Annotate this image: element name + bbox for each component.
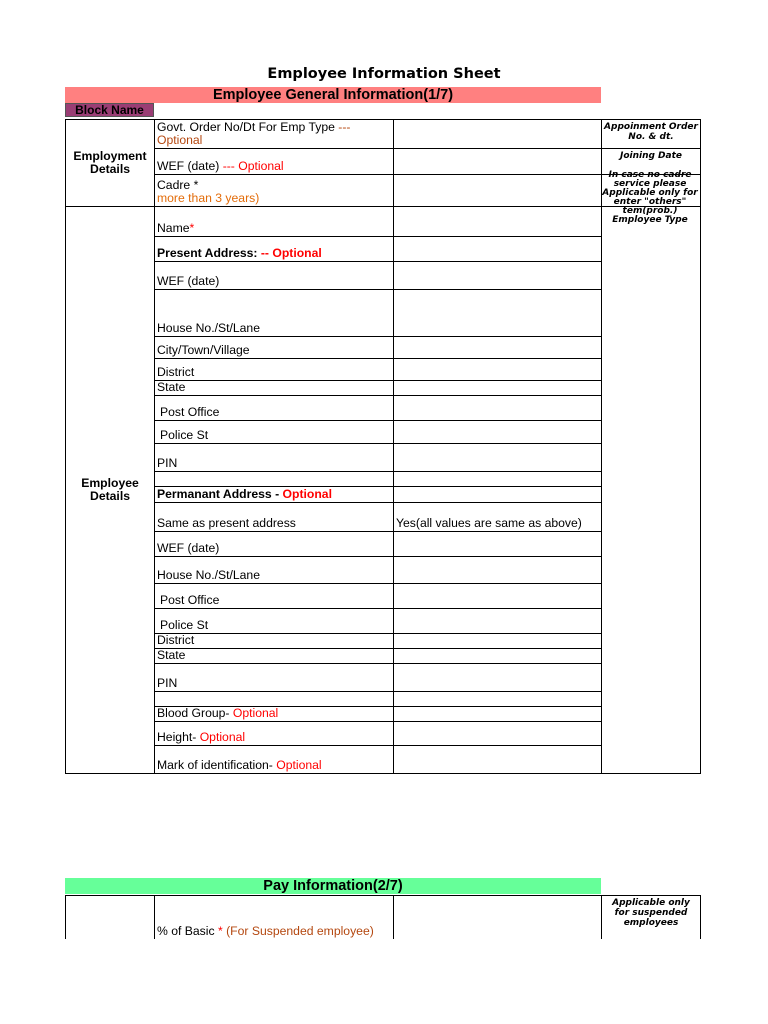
- height-field[interactable]: [394, 722, 602, 746]
- wef-date-field[interactable]: [394, 262, 602, 290]
- pay-table-clip: [65, 895, 701, 939]
- cadre-label: Cadre * more than 3 years): [155, 175, 394, 207]
- pay-section-label: [66, 896, 155, 940]
- permanent-address-label: Permanant Address - Optional: [155, 487, 394, 503]
- district-field[interactable]: [394, 359, 602, 381]
- pin-field[interactable]: [394, 664, 602, 692]
- police-station-label: Police St: [155, 421, 394, 444]
- percent-basic-field[interactable]: [394, 896, 602, 940]
- pin-field[interactable]: [394, 444, 602, 472]
- district-label: District: [155, 634, 394, 649]
- govt-order-label: Govt. Order No/Dt For Emp Type --- Optional: [155, 120, 394, 149]
- wef-date-label: WEF (date): [155, 532, 394, 557]
- employment-details-label: Employment Details: [66, 120, 155, 207]
- overflow-notes: In case no cadre service please Applicable only for enter "others" tem(prob.) Employee Type: [602, 170, 698, 225]
- name-label: Name*: [155, 207, 394, 237]
- blood-group-label: Blood Group- Optional: [155, 707, 394, 722]
- mark-of-identification-label: Mark of identification- Optional: [155, 746, 394, 774]
- blood-group-field[interactable]: [394, 707, 602, 722]
- house-field[interactable]: [394, 557, 602, 584]
- appointment-order-note: Appoinment Order No. & dt.: [602, 120, 701, 149]
- pin-label: PIN: [155, 664, 394, 692]
- blank-cell: [155, 472, 394, 487]
- suspended-note: Applicable only for suspended employees: [602, 896, 701, 940]
- present-address-label: Present Address: -- Optional: [155, 237, 394, 262]
- police-station-label: Police St: [155, 609, 394, 634]
- section-title-pay: Pay Information(2/7): [263, 878, 403, 894]
- police-station-field[interactable]: [394, 609, 602, 634]
- blank-field[interactable]: [394, 472, 602, 487]
- present-address-field[interactable]: [394, 237, 602, 262]
- state-field[interactable]: [394, 381, 602, 396]
- district-label: District: [155, 359, 394, 381]
- wef-date-field[interactable]: [394, 149, 602, 175]
- table-row: [66, 120, 701, 149]
- state-field[interactable]: [394, 649, 602, 664]
- employee-details-label: Employee Details: [66, 207, 155, 774]
- mark-of-identification-field[interactable]: [394, 746, 602, 774]
- pay-info-table: [65, 895, 701, 939]
- pin-label: PIN: [155, 444, 394, 472]
- city-field[interactable]: [394, 337, 602, 359]
- name-field[interactable]: [394, 207, 602, 237]
- house-label: House No./St/Lane: [155, 290, 394, 337]
- house-label: House No./St/Lane: [155, 557, 394, 584]
- govt-order-field[interactable]: [394, 120, 602, 149]
- post-office-field[interactable]: [394, 584, 602, 609]
- city-label: City/Town/Village: [155, 337, 394, 359]
- permanent-address-field[interactable]: [394, 487, 602, 503]
- state-label: State: [155, 381, 394, 396]
- height-label: Height- Optional: [155, 722, 394, 746]
- block-name-header: Block Name: [65, 103, 154, 117]
- blank-cell: [155, 692, 394, 707]
- state-label: State: [155, 649, 394, 664]
- cadre-field[interactable]: [394, 175, 602, 207]
- district-field[interactable]: [394, 634, 602, 649]
- wef-date-field[interactable]: [394, 532, 602, 557]
- sheet-title: Employee Information Sheet: [267, 66, 501, 82]
- post-office-field[interactable]: [394, 396, 602, 421]
- employee-details-table: [65, 206, 701, 774]
- blank-field[interactable]: [394, 692, 602, 707]
- post-office-label: Post Office: [155, 396, 394, 421]
- same-as-present-label: Same as present address: [155, 503, 394, 532]
- joining-date-note: Joining Date: [602, 149, 701, 175]
- section-banner-pay: [65, 878, 601, 894]
- wef-date-label: WEF (date): [155, 262, 394, 290]
- post-office-label: Post Office: [155, 584, 394, 609]
- same-as-present-value[interactable]: Yes(all values are same as above): [394, 503, 602, 532]
- house-field[interactable]: [394, 290, 602, 337]
- percent-basic-label: % of Basic * (For Suspended employee): [155, 896, 394, 940]
- section-title-general: Employee General Information(1/7): [212, 87, 454, 103]
- wef-date-label: WEF (date) --- Optional: [155, 149, 394, 175]
- section-banner-general: [65, 87, 601, 103]
- police-station-field[interactable]: [394, 421, 602, 444]
- notes-column: [602, 207, 701, 774]
